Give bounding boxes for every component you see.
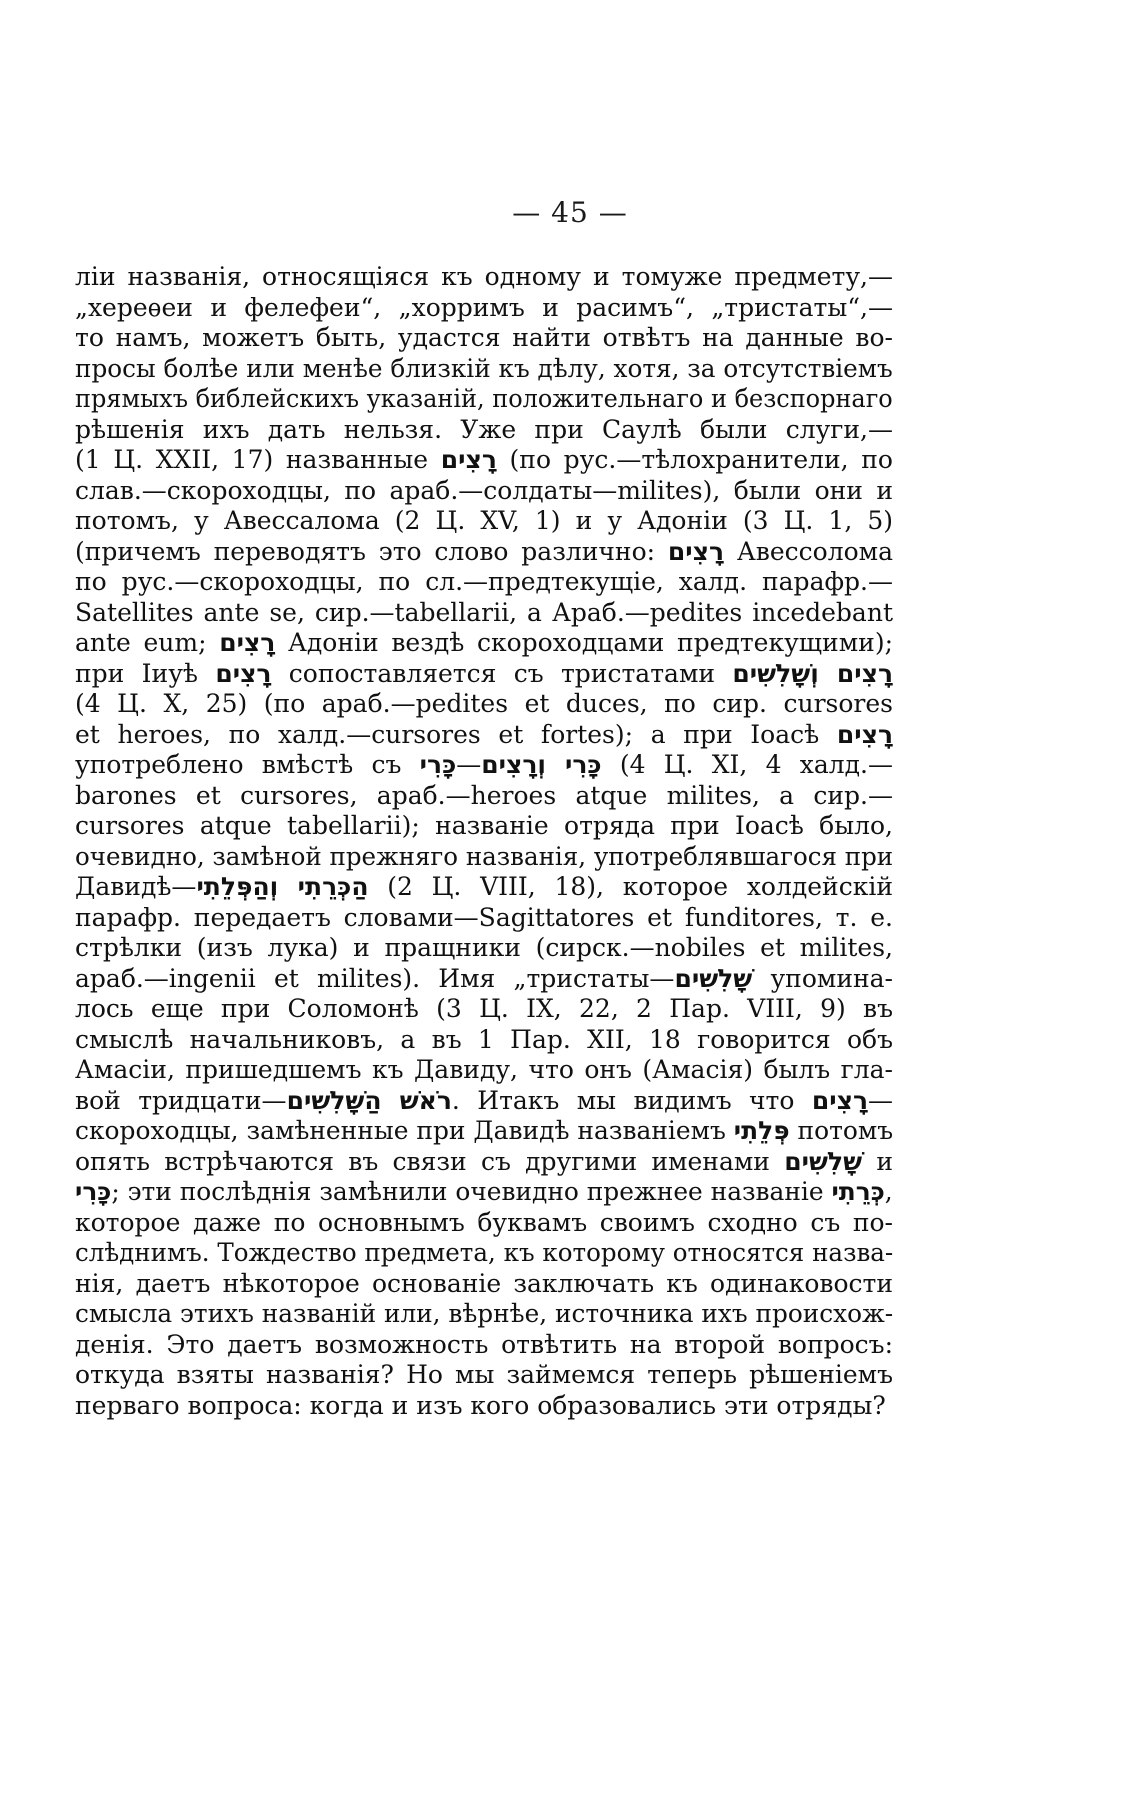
text-line: „хереѳеи и фелефеи“, „хорримъ и расимъ“, „тристаты“,—	[75, 292, 893, 322]
hebrew-word: שָׁלִשִׁים	[674, 963, 753, 993]
text-line: нія, даетъ нѣкоторое основаніе заключать къ одинаковости	[75, 1268, 893, 1298]
page-number: — 45 —	[512, 196, 628, 229]
hebrew-word: כְּרֵתִי	[831, 1177, 885, 1206]
hebrew-word: הַכְּרֵתִי וְהַפְּלֵתִי	[196, 872, 369, 901]
hebrew-word: כָּרִי וְרָצִים	[481, 750, 602, 779]
text-line: barones et cursores, араб.—heroes atque milites, а сир.—	[75, 780, 893, 810]
text-line: которое даже по основнымъ буквамъ своимъ сходно съ по-	[75, 1207, 893, 1237]
text-line: смыслѣ начальниковъ, а въ 1 Пар. XII, 18 говорится объ	[75, 1024, 893, 1054]
text-line: то намъ, можетъ быть, удастся найти отвѣтъ на данные во-	[75, 323, 893, 352]
text-line: при Іиуѣ רָצִים сопоставляется съ тристатами רָצִים וְשָׁלִשִׁים	[75, 658, 894, 688]
text-line: перваго вопроса: когда и изъ кого образовались эти отряды?	[75, 1390, 886, 1420]
text-line: Satellites ante se, сир.—tabellarii, а Араб.—pedites incedebant	[75, 597, 893, 627]
text-line: Амасіи, пришедшемъ къ Давиду, что онъ (Амасія) былъ гла-	[75, 1055, 893, 1084]
hebrew-word: כָּרִי	[75, 1177, 112, 1206]
text-line: очевидно, замѣной прежняго названія, употреблявшагося при	[75, 841, 894, 871]
text-line: вой тридцати—רֹאשׁ הַשָּׁלִשִׁים. Итакъ мы видимъ что רָצִים—	[75, 1085, 893, 1115]
text-line: араб.—ingenii et milites). Имя „тристаты—שָׁלִשִׁים упомина-	[75, 963, 893, 993]
text-line: et heroes, по халд.—cursores et fortes); а при Іоасѣ רָצִים	[75, 719, 893, 749]
hebrew-word: רָצִים	[440, 445, 497, 474]
text-line: (1 Ц. XXII, 17) названные רָצִים (по рус.—тѣлохранители, по	[75, 445, 893, 474]
body-text	[75, 262, 893, 1421]
text-line: употреблено вмѣстѣ съ כָּרִי—כָּרִי וְרָצִים (4 Ц. XI, 4 халд.—	[75, 750, 893, 779]
hebrew-word: רָצִים	[836, 719, 893, 749]
text-line: по рус.—скороходцы, по сл.—предтекущіе, халд. парафр.—	[75, 567, 893, 596]
text-line: (4 Ц. X, 25) (по араб.—pedites et duces, по сир. cursores	[75, 689, 893, 718]
hebrew-word: רָצִים	[219, 628, 276, 657]
hebrew-word: שָׁלִשִׁים	[784, 1146, 863, 1176]
hebrew-word: רָצִים	[667, 536, 725, 566]
text-line: слѣднимъ. Тождество предмета, къ которому относятся назва-	[75, 1238, 894, 1267]
hebrew-word: רָצִים	[215, 658, 272, 688]
text-line: ante eum; רָצִים Адоніи вездѣ скороходцами предтекущими);	[75, 628, 893, 657]
text-line: парафр. передаетъ словами—Sagittatores et funditores, т. е.	[75, 902, 893, 932]
hebrew-word: רָצִים וְשָׁלִשִׁים	[732, 658, 894, 688]
text-line: ліи названія, относящіяся къ одному и томуже предмету,—	[75, 262, 893, 291]
text-line: прямыхъ библейскихъ указаній, положительнаго и безспорнаго	[75, 384, 893, 413]
hebrew-word: רֹאשׁ הַשָּׁלִשִׁים	[286, 1085, 452, 1115]
text-line: כָּרִי; эти послѣднія замѣнили очевидно прежнее названіе כְּרֵתִי,	[75, 1177, 893, 1206]
text-line: просы болѣе или менѣе близкій къ дѣлу, хотя, за отсутствіемъ	[75, 353, 893, 383]
text-line: (причемъ переводятъ это слово различно: רָצִים Авессолома	[75, 536, 893, 566]
text-line: лось еще при Соломонѣ (3 Ц. IX, 22, 2 Пар. VIII, 9) въ	[75, 994, 893, 1023]
text-line: Давидѣ—הַכְּרֵתִי וְהַפְּלֵתִי (2 Ц. VIII, 18), которое холдейскій	[75, 872, 893, 901]
text-line: откуда взяты названія? Но мы займемся теперь рѣшеніемъ	[75, 1360, 893, 1389]
text-line: опять встрѣчаются въ связи съ другими именами שָׁלִשִׁים и	[75, 1146, 894, 1176]
text-line: денія. Это даетъ возможность отвѣтить на второй вопросъ:	[75, 1329, 893, 1359]
text-line: стрѣлки (изъ лука) и пращники (сирск.—nobiles et milites,	[75, 933, 893, 962]
text-line: рѣшенія ихъ дать нельзя. Уже при Саулѣ были слуги,—	[75, 414, 893, 444]
text-line: потомъ, у Авессалома (2 Ц. XV, 1) и у Адоніи (3 Ц. 1, 5)	[75, 506, 893, 535]
hebrew-word: כָּרִי	[419, 750, 457, 779]
text-line: слав.—скороходцы, по араб.—солдаты—milites), были они и	[75, 475, 893, 505]
hebrew-word: רָצִים	[811, 1085, 868, 1115]
hebrew-word: פְּלֵתִי	[733, 1116, 790, 1145]
text-line: cursores atque tabellarii); названіе отряда при Іоасѣ было,	[75, 811, 893, 840]
text-line: смысла этихъ названій или, вѣрнѣе, источника ихъ происхож-	[75, 1299, 894, 1328]
text-line: скороходцы, замѣненные при Давидѣ названіемъ פְּלֵתִי потомъ	[75, 1116, 894, 1145]
